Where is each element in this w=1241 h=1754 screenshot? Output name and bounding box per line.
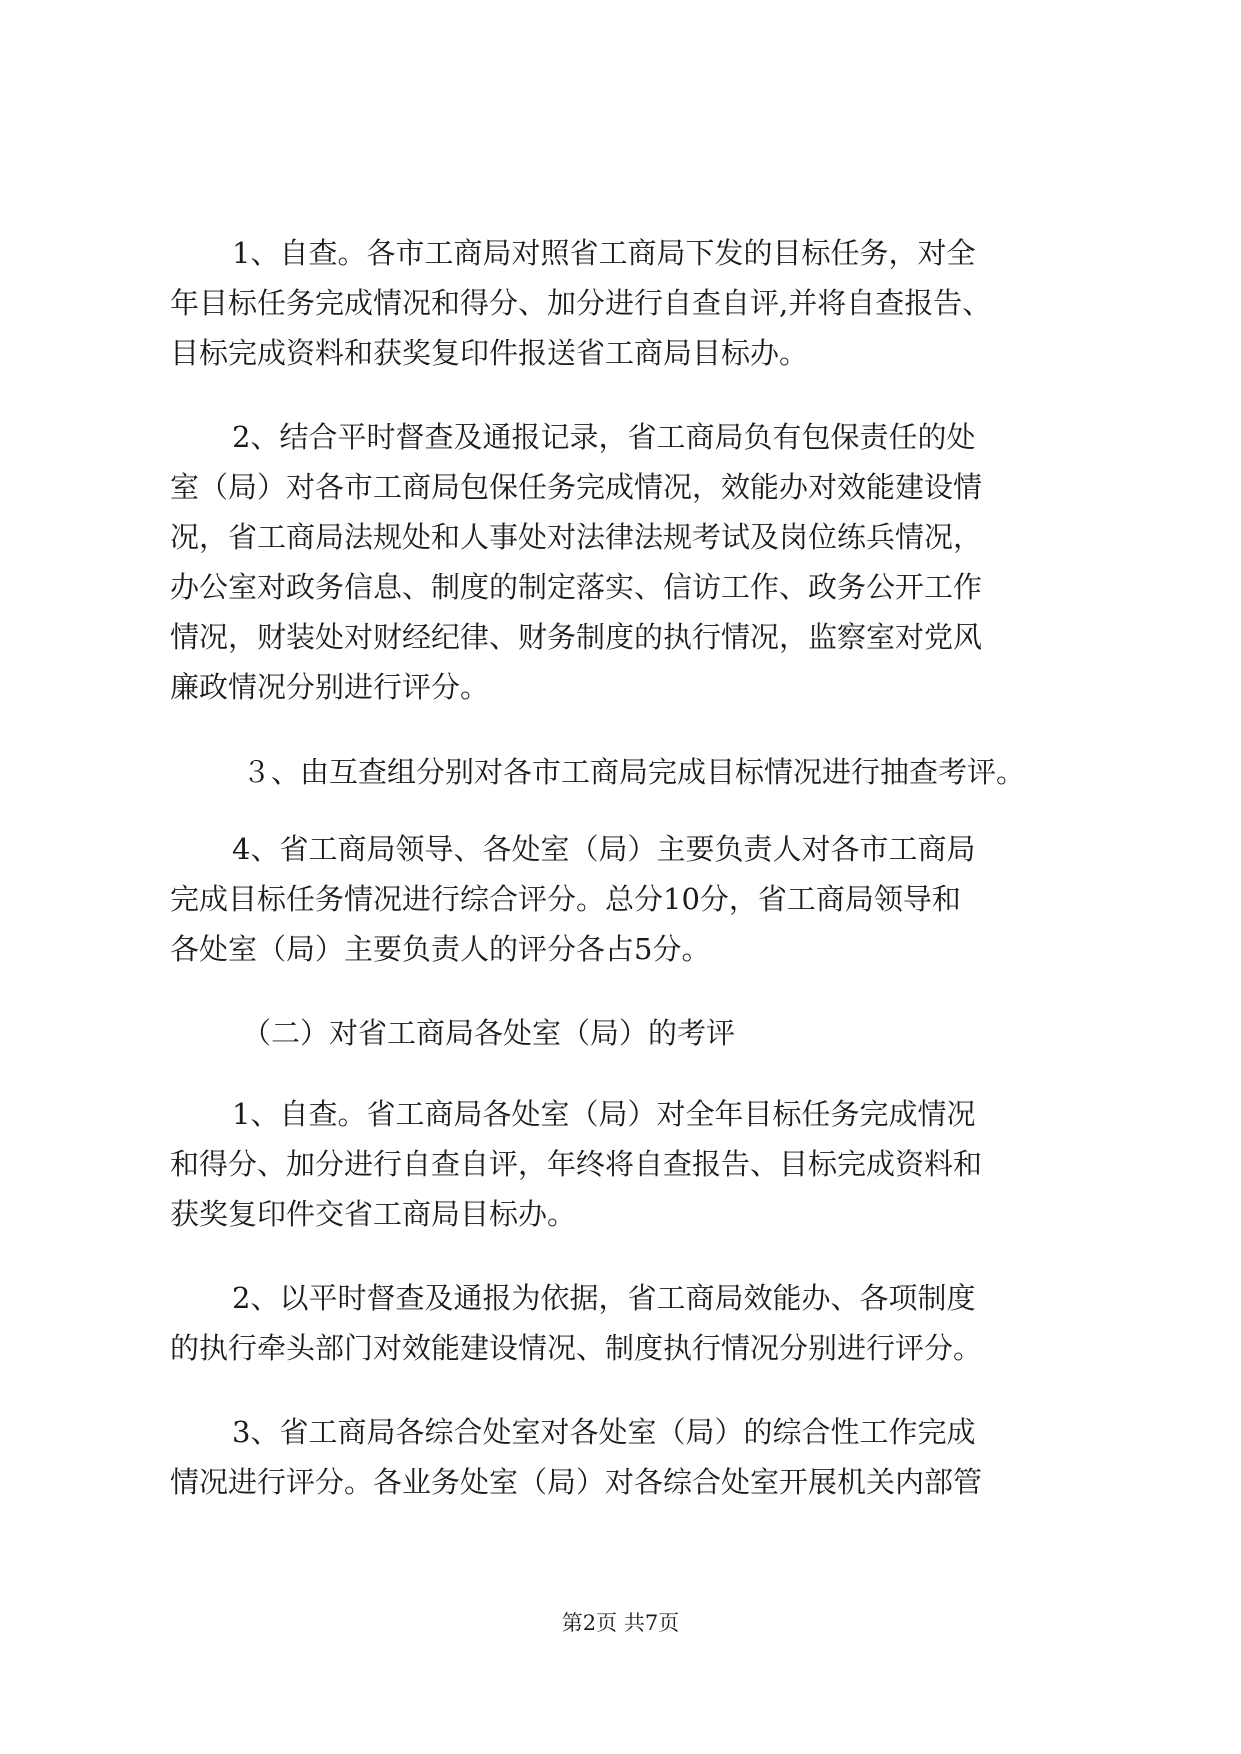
line-17: 获奖复印件交省工商局目标办。 <box>170 1197 577 1231</box>
line-2: 年目标任务完成情况和得分、加分进行自查自评,并将自查报告、 <box>170 286 992 320</box>
line-6: 况，省工商局法规处和人事处对法律法规考试及岗位练兵情况， <box>170 520 983 554</box>
line-10: ３、由互查组分别对各市工商局完成目标情况进行抽查考评。 <box>242 755 1026 789</box>
line-11: 4、省工商局领导、各处室（局）主要负责人对各市工商局 <box>232 832 976 866</box>
line-1: 1、自查。各市工商局对照省工商局下发的目标任务，对全 <box>232 236 976 270</box>
line-19: 的执行牵头部门对效能建设情况、制度执行情况分别进行评分。 <box>170 1331 983 1365</box>
line-15: 1、自查。省工商局各处室（局）对全年目标任务完成情况 <box>232 1097 976 1131</box>
line-12: 完成目标任务情况进行综合评分。总分10分，省工商局领导和 <box>170 882 961 916</box>
line-4: 2、结合平时督查及通报记录，省工商局负有包保责任的处 <box>232 420 976 454</box>
page-number-footer: 第2页 共7页 <box>561 1611 680 1635</box>
line-18: 2、以平时督查及通报为依据，省工商局效能办、各项制度 <box>232 1281 976 1315</box>
line-3: 目标完成资料和获奖复印件报送省工商局目标办。 <box>170 336 809 370</box>
line-13: 各处室（局）主要负责人的评分各占5分。 <box>170 932 711 966</box>
line-16: 和得分、加分进行自查自评，年终将自查报告、目标完成资料和 <box>170 1147 983 1181</box>
line-20: 3、省工商局各综合处室对各处室（局）的综合性工作完成 <box>232 1415 976 1449</box>
line-21: 情况进行评分。各业务处室（局）对各综合处室开展机关内部管 <box>170 1465 983 1499</box>
line-14: （二）对省工商局各处室（局）的考评 <box>242 1016 736 1050</box>
line-5: 室（局）对各市工商局包保任务完成情况，效能办对效能建设情 <box>170 470 983 504</box>
line-9: 廉政情况分别进行评分。 <box>170 670 490 704</box>
line-7: 办公室对政务信息、制度的制定落实、信访工作、政务公开工作 <box>170 570 983 604</box>
line-8: 情况，财装处对财经纪律、财务制度的执行情况，监察室对党风 <box>170 620 983 654</box>
